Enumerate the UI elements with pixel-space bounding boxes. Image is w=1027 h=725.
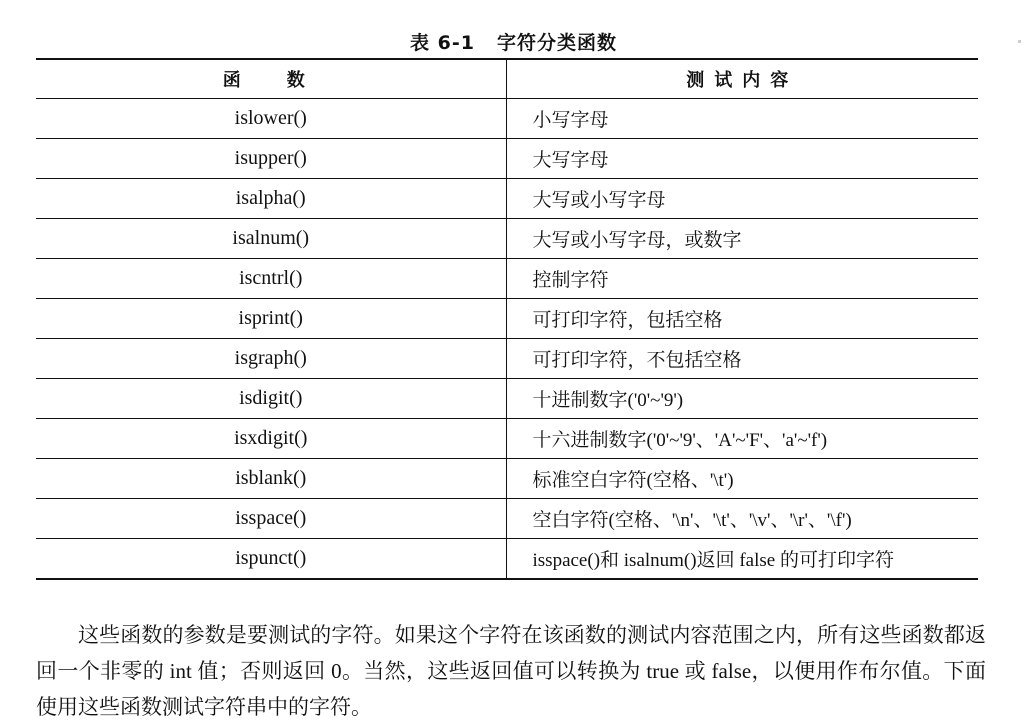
char-classification-table (36, 58, 978, 580)
function-name: ispunct() (235, 547, 307, 569)
function-name: isalpha() (36, 179, 506, 219)
header-function: 函 数 (36, 59, 506, 99)
function-description: 大写字母 (506, 139, 978, 179)
function-name: isalnum() (36, 219, 506, 259)
function-description: 空白字符(空格、'\n'、'\t'、'\v'、'\r'、'\f') (506, 499, 978, 539)
function-name: isspace() (36, 499, 506, 539)
table-row (36, 179, 978, 219)
function-name: isupper() (36, 139, 506, 179)
function-description: 标准空白字符(空格、'\t') (506, 459, 978, 499)
scan-mark (1018, 40, 1021, 43)
table-row (36, 499, 978, 539)
function-name: isblank() (36, 459, 506, 499)
table-row (36, 339, 978, 379)
function-description: 小写字母 (506, 99, 978, 139)
function-description: 大写或小写字母，或数字 (506, 219, 978, 259)
function-description: 控制字符 (506, 259, 978, 299)
table-number: 表 6-1 (410, 32, 475, 54)
function-description: isspace()和 isalnum()返回 false 的可打印字符 (506, 539, 978, 580)
function-description: 十进制数字('0'~'9') (506, 379, 978, 419)
function-name: iscntrl() (36, 259, 506, 299)
header-test-content: 测试内容 (506, 59, 978, 99)
function-name: isgraph() (36, 339, 506, 379)
table-row (36, 299, 978, 339)
table-row (36, 459, 978, 499)
table-row (36, 139, 978, 179)
function-description: 十六进制数字('0'~'9'、'A'~'F'、'a'~'f') (506, 419, 978, 459)
table-row (36, 379, 978, 419)
function-description: 大写或小写字母 (506, 179, 978, 219)
table-title: 字符分类函数 (496, 32, 617, 54)
function-name: islower() (36, 99, 506, 139)
table-row (36, 99, 978, 139)
function-name: isdigit() (36, 379, 506, 419)
function-name: isxdigit() (36, 419, 506, 459)
table-row (36, 259, 978, 299)
table-row (36, 419, 978, 459)
table-row (36, 219, 978, 259)
body-paragraph: 这些函数的参数是要测试的字符。如果这个字符在该函数的测试内容范围之内，所有这些函数都返回一个非零的 int 值；否则返回 0。当然，这些返回值可以转换为 true 或 false，以便用作布尔值。下面使用这些函数测试字符串中的字符。 (36, 623, 986, 719)
table-caption (0, 28, 1027, 55)
table-header-row (36, 59, 978, 99)
function-description: 可打印字符，不包括空格 (506, 339, 978, 379)
function-description: 可打印字符，包括空格 (506, 299, 978, 339)
function-name: isprint() (36, 299, 506, 339)
table-row (36, 539, 978, 580)
